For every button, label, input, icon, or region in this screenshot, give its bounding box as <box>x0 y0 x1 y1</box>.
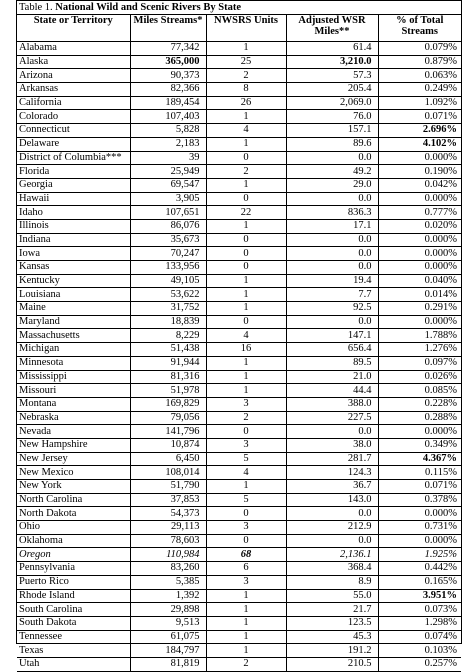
cell-nwsrs-units: 68 <box>206 548 286 562</box>
cell-nwsrs-units: 4 <box>206 466 286 480</box>
cell-state: Montana <box>17 397 130 411</box>
cell-miles-streams: 53,622 <box>130 288 206 302</box>
cell-adjusted-wsr-miles: 7.7 <box>286 288 378 302</box>
cell-percent-total: 0.249% <box>378 83 461 97</box>
cell-nwsrs-units: 4 <box>206 329 286 343</box>
cell-state: Mississippi <box>17 370 130 384</box>
cell-miles-streams: 51,978 <box>130 384 206 398</box>
cell-percent-total: 0.349% <box>378 438 461 452</box>
cell-miles-streams: 82,366 <box>130 83 206 97</box>
cell-adjusted-wsr-miles: 0.0 <box>286 233 378 247</box>
cell-state: Idaho <box>17 206 130 220</box>
cell-state: New Mexico <box>17 466 130 480</box>
cell-adjusted-wsr-miles: 17.1 <box>286 219 378 233</box>
header-nwsrs-units: NWSRS Units <box>206 15 286 42</box>
cell-state: Iowa <box>17 247 130 261</box>
cell-nwsrs-units: 0 <box>206 247 286 261</box>
cell-miles-streams: 184,797 <box>130 644 206 658</box>
cell-state: Missouri <box>17 384 130 398</box>
cell-nwsrs-units: 0 <box>206 425 286 439</box>
cell-percent-total: 0.063% <box>378 69 461 83</box>
cell-percent-total: 0.020% <box>378 219 461 233</box>
cell-miles-streams: 107,651 <box>130 206 206 220</box>
cell-percent-total: 0.074% <box>378 630 461 644</box>
cell-percent-total: 0.042% <box>378 178 461 192</box>
table-row <box>17 124 461 138</box>
cell-miles-streams: 18,839 <box>130 315 206 329</box>
cell-state: Oklahoma <box>17 534 130 548</box>
table-row <box>17 178 461 192</box>
cell-nwsrs-units: 0 <box>206 261 286 275</box>
table-row <box>17 411 461 425</box>
cell-percent-total: 0.000% <box>378 315 461 329</box>
cell-state: Nevada <box>17 425 130 439</box>
cell-nwsrs-units: 2 <box>206 165 286 179</box>
cell-percent-total: 0.000% <box>378 233 461 247</box>
cell-percent-total: 0.190% <box>378 165 461 179</box>
cell-miles-streams: 365,000 <box>130 55 206 69</box>
cell-miles-streams: 86,076 <box>130 219 206 233</box>
cell-miles-streams: 81,316 <box>130 370 206 384</box>
cell-percent-total: 0.000% <box>378 192 461 206</box>
cell-nwsrs-units: 25 <box>206 55 286 69</box>
cell-percent-total: 3.951% <box>378 589 461 603</box>
cell-nwsrs-units: 1 <box>206 288 286 302</box>
cell-percent-total: 0.731% <box>378 521 461 535</box>
cell-miles-streams: 133,956 <box>130 261 206 275</box>
table-row <box>17 42 461 56</box>
table-row <box>17 397 461 411</box>
cell-adjusted-wsr-miles: 61.4 <box>286 42 378 56</box>
cell-state: Puerto Rico <box>17 575 130 589</box>
cell-nwsrs-units: 1 <box>206 219 286 233</box>
cell-nwsrs-units: 3 <box>206 438 286 452</box>
cell-adjusted-wsr-miles: 281.7 <box>286 452 378 466</box>
cell-state: District of Columbia*** <box>17 151 130 165</box>
cell-adjusted-wsr-miles: 92.5 <box>286 302 378 316</box>
table-row <box>17 534 461 548</box>
table-row <box>17 644 461 658</box>
cell-percent-total: 4.102% <box>378 137 461 151</box>
cell-state: Minnesota <box>17 356 130 370</box>
cell-miles-streams: 83,260 <box>130 562 206 576</box>
cell-nwsrs-units: 2 <box>206 657 286 671</box>
cell-adjusted-wsr-miles: 2,069.0 <box>286 96 378 110</box>
cell-adjusted-wsr-miles: 0.0 <box>286 151 378 165</box>
cell-percent-total: 0.000% <box>378 151 461 165</box>
cell-nwsrs-units: 1 <box>206 616 286 630</box>
cell-adjusted-wsr-miles: 157.1 <box>286 124 378 138</box>
cell-state: Florida <box>17 165 130 179</box>
cell-nwsrs-units: 0 <box>206 192 286 206</box>
cell-miles-streams: 35,673 <box>130 233 206 247</box>
cell-state: Massachusetts <box>17 329 130 343</box>
cell-adjusted-wsr-miles: 29.0 <box>286 178 378 192</box>
cell-adjusted-wsr-miles: 0.0 <box>286 507 378 521</box>
cell-adjusted-wsr-miles: 45.3 <box>286 630 378 644</box>
cell-nwsrs-units: 1 <box>206 274 286 288</box>
caption-title: National Wild and Scenic Rivers By State <box>55 2 242 13</box>
cell-miles-streams: 61,075 <box>130 630 206 644</box>
cell-state: North Carolina <box>17 493 130 507</box>
cell-percent-total: 1.298% <box>378 616 461 630</box>
cell-nwsrs-units: 26 <box>206 96 286 110</box>
cell-state: Utah <box>17 657 130 671</box>
table-row <box>17 83 461 97</box>
cell-state: Connecticut <box>17 124 130 138</box>
cell-percent-total: 0.079% <box>378 42 461 56</box>
cell-miles-streams: 141,796 <box>130 425 206 439</box>
cell-nwsrs-units: 1 <box>206 480 286 494</box>
cell-miles-streams: 91,944 <box>130 356 206 370</box>
cell-adjusted-wsr-miles: 143.0 <box>286 493 378 507</box>
cell-state: Indiana <box>17 233 130 247</box>
cell-percent-total: 0.071% <box>378 110 461 124</box>
cell-state: Rhode Island <box>17 589 130 603</box>
cell-adjusted-wsr-miles: 388.0 <box>286 397 378 411</box>
cell-state: Louisiana <box>17 288 130 302</box>
cell-nwsrs-units: 6 <box>206 562 286 576</box>
table-row <box>17 384 461 398</box>
cell-percent-total: 0.115% <box>378 466 461 480</box>
cell-state: Kentucky <box>17 274 130 288</box>
table-row <box>17 548 461 562</box>
cell-percent-total: 0.257% <box>378 657 461 671</box>
cell-percent-total: 0.000% <box>378 534 461 548</box>
table-row <box>17 151 461 165</box>
cell-percent-total: 0.000% <box>378 261 461 275</box>
cell-nwsrs-units: 4 <box>206 124 286 138</box>
cell-miles-streams: 189,454 <box>130 96 206 110</box>
table-row <box>17 137 461 151</box>
cell-adjusted-wsr-miles: 0.0 <box>286 425 378 439</box>
cell-state: Hawaii <box>17 192 130 206</box>
cell-miles-streams: 8,229 <box>130 329 206 343</box>
cell-percent-total: 1.925% <box>378 548 461 562</box>
cell-nwsrs-units: 3 <box>206 521 286 535</box>
cell-percent-total: 0.000% <box>378 247 461 261</box>
cell-percent-total: 4.367% <box>378 452 461 466</box>
cell-nwsrs-units: 0 <box>206 507 286 521</box>
header-percent-total: % of Total Streams <box>378 15 461 42</box>
table-row <box>17 493 461 507</box>
cell-adjusted-wsr-miles: 19.4 <box>286 274 378 288</box>
cell-miles-streams: 54,373 <box>130 507 206 521</box>
cell-adjusted-wsr-miles: 89.6 <box>286 137 378 151</box>
cell-adjusted-wsr-miles: 368.4 <box>286 562 378 576</box>
cell-nwsrs-units: 0 <box>206 151 286 165</box>
cell-miles-streams: 51,438 <box>130 343 206 357</box>
table-row <box>17 562 461 576</box>
cell-percent-total: 0.103% <box>378 644 461 658</box>
cell-adjusted-wsr-miles: 36.7 <box>286 480 378 494</box>
cell-percent-total: 0.071% <box>378 480 461 494</box>
table-body <box>17 42 461 672</box>
cell-miles-streams: 81,819 <box>130 657 206 671</box>
cell-adjusted-wsr-miles: 8.9 <box>286 575 378 589</box>
cell-nwsrs-units: 1 <box>206 644 286 658</box>
table-row <box>17 452 461 466</box>
cell-adjusted-wsr-miles: 210.5 <box>286 657 378 671</box>
cell-percent-total: 0.288% <box>378 411 461 425</box>
table-row <box>17 480 461 494</box>
cell-state: Arizona <box>17 69 130 83</box>
cell-nwsrs-units: 0 <box>206 534 286 548</box>
header-adjusted-wsr-miles: Adjusted WSR Miles** <box>286 15 378 42</box>
cell-miles-streams: 78,603 <box>130 534 206 548</box>
table-row <box>17 425 461 439</box>
table-row <box>17 192 461 206</box>
cell-state: Michigan <box>17 343 130 357</box>
cell-adjusted-wsr-miles: 0.0 <box>286 261 378 275</box>
cell-nwsrs-units: 5 <box>206 493 286 507</box>
table-row <box>17 657 461 671</box>
table-row <box>17 356 461 370</box>
cell-state: Oregon <box>17 548 130 562</box>
table-row <box>17 603 461 617</box>
rivers-table <box>17 15 461 672</box>
cell-miles-streams: 25,949 <box>130 165 206 179</box>
cell-state: Texas <box>17 644 130 658</box>
cell-percent-total: 1.276% <box>378 343 461 357</box>
cell-percent-total: 0.291% <box>378 302 461 316</box>
table-row <box>17 343 461 357</box>
cell-adjusted-wsr-miles: 21.7 <box>286 603 378 617</box>
cell-state: Tennessee <box>17 630 130 644</box>
cell-state: Alaska <box>17 55 130 69</box>
table-row <box>17 165 461 179</box>
cell-adjusted-wsr-miles: 205.4 <box>286 83 378 97</box>
cell-percent-total: 2.696% <box>378 124 461 138</box>
cell-adjusted-wsr-miles: 191.2 <box>286 644 378 658</box>
cell-adjusted-wsr-miles: 656.4 <box>286 343 378 357</box>
cell-percent-total: 0.014% <box>378 288 461 302</box>
cell-miles-streams: 37,853 <box>130 493 206 507</box>
table-row <box>17 329 461 343</box>
cell-adjusted-wsr-miles: 212.9 <box>286 521 378 535</box>
caption-prefix: Table 1. <box>19 2 56 13</box>
cell-percent-total: 0.000% <box>378 425 461 439</box>
cell-miles-streams: 5,385 <box>130 575 206 589</box>
cell-nwsrs-units: 1 <box>206 137 286 151</box>
cell-adjusted-wsr-miles: 0.0 <box>286 192 378 206</box>
cell-miles-streams: 39 <box>130 151 206 165</box>
cell-miles-streams: 29,898 <box>130 603 206 617</box>
cell-nwsrs-units: 1 <box>206 302 286 316</box>
cell-percent-total: 0.777% <box>378 206 461 220</box>
cell-adjusted-wsr-miles: 57.3 <box>286 69 378 83</box>
cell-adjusted-wsr-miles: 89.5 <box>286 356 378 370</box>
cell-nwsrs-units: 1 <box>206 603 286 617</box>
table-row <box>17 247 461 261</box>
cell-nwsrs-units: 3 <box>206 397 286 411</box>
cell-adjusted-wsr-miles: 124.3 <box>286 466 378 480</box>
header-row <box>17 15 461 42</box>
cell-nwsrs-units: 1 <box>206 589 286 603</box>
cell-miles-streams: 29,113 <box>130 521 206 535</box>
cell-percent-total: 0.378% <box>378 493 461 507</box>
cell-miles-streams: 110,984 <box>130 548 206 562</box>
cell-adjusted-wsr-miles: 123.5 <box>286 616 378 630</box>
cell-state: Arkansas <box>17 83 130 97</box>
cell-nwsrs-units: 1 <box>206 630 286 644</box>
header-miles-streams: Miles Streams* <box>130 15 206 42</box>
table-row <box>17 438 461 452</box>
cell-adjusted-wsr-miles: 0.0 <box>286 534 378 548</box>
cell-percent-total: 0.442% <box>378 562 461 576</box>
cell-miles-streams: 79,056 <box>130 411 206 425</box>
cell-adjusted-wsr-miles: 227.5 <box>286 411 378 425</box>
cell-miles-streams: 31,752 <box>130 302 206 316</box>
cell-state: Maine <box>17 302 130 316</box>
cell-percent-total: 1.092% <box>378 96 461 110</box>
cell-state: California <box>17 96 130 110</box>
table-row <box>17 616 461 630</box>
cell-nwsrs-units: 1 <box>206 356 286 370</box>
cell-miles-streams: 2,183 <box>130 137 206 151</box>
table-row <box>17 575 461 589</box>
cell-miles-streams: 49,105 <box>130 274 206 288</box>
cell-percent-total: 0.026% <box>378 370 461 384</box>
cell-nwsrs-units: 1 <box>206 42 286 56</box>
table-row <box>17 630 461 644</box>
cell-state: New Jersey <box>17 452 130 466</box>
cell-percent-total: 0.879% <box>378 55 461 69</box>
table-row <box>17 466 461 480</box>
cell-nwsrs-units: 0 <box>206 315 286 329</box>
cell-adjusted-wsr-miles: 38.0 <box>286 438 378 452</box>
cell-adjusted-wsr-miles: 21.0 <box>286 370 378 384</box>
cell-nwsrs-units: 22 <box>206 206 286 220</box>
cell-nwsrs-units: 8 <box>206 83 286 97</box>
table-row <box>17 288 461 302</box>
table-row <box>17 521 461 535</box>
cell-nwsrs-units: 1 <box>206 384 286 398</box>
table-row <box>17 261 461 275</box>
cell-percent-total: 0.040% <box>378 274 461 288</box>
cell-adjusted-wsr-miles: 0.0 <box>286 247 378 261</box>
cell-miles-streams: 5,828 <box>130 124 206 138</box>
cell-miles-streams: 6,450 <box>130 452 206 466</box>
cell-miles-streams: 108,014 <box>130 466 206 480</box>
table-row <box>17 219 461 233</box>
cell-nwsrs-units: 5 <box>206 452 286 466</box>
cell-state: Colorado <box>17 110 130 124</box>
cell-miles-streams: 169,829 <box>130 397 206 411</box>
cell-state: South Dakota <box>17 616 130 630</box>
cell-state: Kansas <box>17 261 130 275</box>
table-row <box>17 507 461 521</box>
cell-percent-total: 0.165% <box>378 575 461 589</box>
cell-miles-streams: 51,790 <box>130 480 206 494</box>
table-row <box>17 55 461 69</box>
cell-adjusted-wsr-miles: 55.0 <box>286 589 378 603</box>
cell-state: Georgia <box>17 178 130 192</box>
cell-miles-streams: 69,547 <box>130 178 206 192</box>
cell-nwsrs-units: 1 <box>206 110 286 124</box>
cell-adjusted-wsr-miles: 147.1 <box>286 329 378 343</box>
cell-state: South Carolina <box>17 603 130 617</box>
cell-nwsrs-units: 2 <box>206 69 286 83</box>
cell-adjusted-wsr-miles: 49.2 <box>286 165 378 179</box>
cell-nwsrs-units: 0 <box>206 233 286 247</box>
cell-miles-streams: 77,342 <box>130 42 206 56</box>
cell-miles-streams: 107,403 <box>130 110 206 124</box>
cell-adjusted-wsr-miles: 76.0 <box>286 110 378 124</box>
table-row <box>17 96 461 110</box>
cell-state: North Dakota <box>17 507 130 521</box>
table-row <box>17 110 461 124</box>
cell-state: Maryland <box>17 315 130 329</box>
cell-miles-streams: 1,392 <box>130 589 206 603</box>
cell-adjusted-wsr-miles: 2,136.1 <box>286 548 378 562</box>
cell-state: Ohio <box>17 521 130 535</box>
cell-state: Pennsylvania <box>17 562 130 576</box>
cell-state: Illinois <box>17 219 130 233</box>
cell-nwsrs-units: 2 <box>206 411 286 425</box>
cell-percent-total: 0.228% <box>378 397 461 411</box>
cell-state: Delaware <box>17 137 130 151</box>
cell-percent-total: 0.073% <box>378 603 461 617</box>
data-table-frame <box>16 0 462 670</box>
table-row <box>17 206 461 220</box>
header-state: State or Territory <box>17 15 130 42</box>
cell-percent-total: 0.000% <box>378 507 461 521</box>
cell-state: Alabama <box>17 42 130 56</box>
cell-adjusted-wsr-miles: 3,210.0 <box>286 55 378 69</box>
cell-state: Nebraska <box>17 411 130 425</box>
table-row <box>17 233 461 247</box>
cell-percent-total: 0.097% <box>378 356 461 370</box>
cell-nwsrs-units: 1 <box>206 370 286 384</box>
cell-adjusted-wsr-miles: 836.3 <box>286 206 378 220</box>
table-row <box>17 315 461 329</box>
cell-adjusted-wsr-miles: 0.0 <box>286 315 378 329</box>
cell-nwsrs-units: 16 <box>206 343 286 357</box>
table-row <box>17 370 461 384</box>
cell-state: New Hampshire <box>17 438 130 452</box>
table-row <box>17 274 461 288</box>
cell-miles-streams: 10,874 <box>130 438 206 452</box>
cell-miles-streams: 3,905 <box>130 192 206 206</box>
table-row <box>17 69 461 83</box>
cell-percent-total: 0.085% <box>378 384 461 398</box>
table-caption <box>17 1 461 15</box>
cell-percent-total: 1.788% <box>378 329 461 343</box>
cell-adjusted-wsr-miles: 44.4 <box>286 384 378 398</box>
table-row <box>17 589 461 603</box>
cell-miles-streams: 70,247 <box>130 247 206 261</box>
cell-nwsrs-units: 1 <box>206 178 286 192</box>
table-row <box>17 302 461 316</box>
cell-state: New York <box>17 480 130 494</box>
cell-miles-streams: 9,513 <box>130 616 206 630</box>
cell-nwsrs-units: 3 <box>206 575 286 589</box>
cell-miles-streams: 90,373 <box>130 69 206 83</box>
